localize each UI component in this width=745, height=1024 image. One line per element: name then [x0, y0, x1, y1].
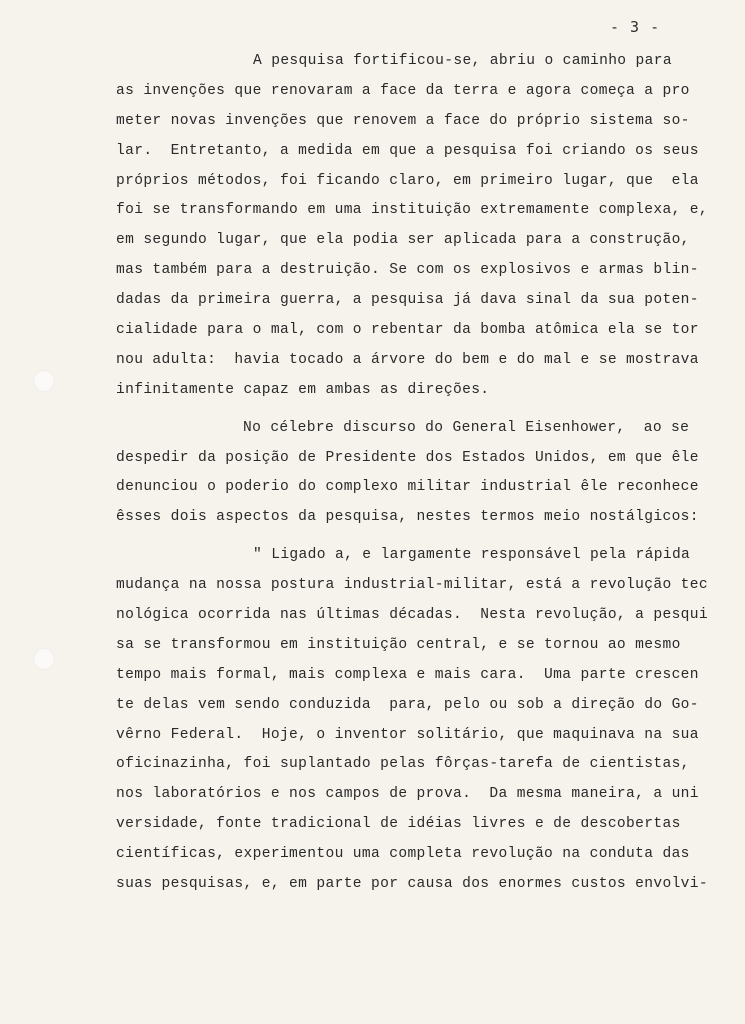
text-line: as invenções que renovaram a face da terra e agora começa a pro: [116, 82, 690, 99]
paragraph-3-quote: [116, 541, 708, 900]
text-line: versidade, fonte tradicional de idéias livres e de descobertas: [116, 816, 681, 833]
text-line: dadas da primeira guerra, a pesquisa já dava sinal da sua poten-: [116, 292, 699, 309]
text-line: científicas, experimentou uma completa revolução na conduta das: [116, 846, 690, 863]
text-line: tempo mais formal, mais complexa e mais cara. Uma parte crescen: [116, 666, 699, 683]
text-line: denunciou o poderio do complexo militar industrial êle reconhece: [116, 479, 699, 496]
text-line: nológica ocorrida nas últimas décadas. Nesta revolução, a pesqui: [116, 607, 708, 624]
text-line: nou adulta: havia tocado a árvore do bem e do mal e se mostrava: [116, 351, 699, 368]
page-number: - 3 -: [610, 18, 661, 36]
text-line: sa se transformou em instituição central, e se tornou ao mesmo: [116, 636, 681, 653]
text-line: lar. Entretanto, a medida em que a pesquisa foi criando os seus: [116, 142, 699, 159]
punch-hole: [33, 370, 55, 392]
text-line: foi se transformando em uma instituição extremamente complexa, e,: [116, 202, 708, 219]
text-line: mas também para a destruição. Se com os explosivos e armas blin-: [116, 262, 699, 279]
text-line: vêrno Federal. Hoje, o inventor solitário, que maquinava na sua: [116, 726, 699, 743]
text-line: te delas vem sendo conduzida para, pelo ou sob a direção do Go-: [116, 696, 699, 713]
text-line: A pesquisa fortificou-se, abriu o caminho para: [253, 53, 672, 69]
text-line: próprios métodos, foi ficando claro, em primeiro lugar, que ela: [116, 172, 699, 189]
text-line: cialidade para o mal, com o rebentar da bomba atômica ela se tor: [116, 322, 699, 339]
text-line: mudança na nossa postura industrial-militar, está a revolução tec: [116, 577, 708, 594]
punch-hole: [33, 648, 55, 670]
text-line: infinitamente capaz em ambas as direções.: [116, 381, 490, 398]
paragraph-2: [116, 414, 699, 534]
text-line: despedir da posição de Presidente dos Estados Unidos, em que êle: [116, 449, 699, 466]
text-line: No célebre discurso do General Eisenhower, ao se: [243, 419, 690, 436]
paragraph-1: [116, 47, 708, 406]
text-line: suas pesquisas, e, em parte por causa dos enormes custos envolvi-: [116, 876, 708, 893]
text-line: " Ligado a, e largamente responsável pela rápida: [253, 547, 691, 564]
body-text: [116, 47, 708, 900]
text-line: em segundo lugar, que ela podia ser aplicada para a construção,: [116, 232, 690, 249]
text-line: êsses dois aspectos da pesquisa, nestes termos meio nostálgicos:: [116, 509, 699, 526]
text-line: oficinazinha, foi suplantado pelas fôrças-tarefa de cientistas,: [116, 756, 690, 773]
text-line: meter novas invenções que renovem a face do próprio sistema so-: [116, 112, 690, 129]
text-line: nos laboratórios e nos campos de prova. Da mesma maneira, a uni: [116, 786, 699, 803]
